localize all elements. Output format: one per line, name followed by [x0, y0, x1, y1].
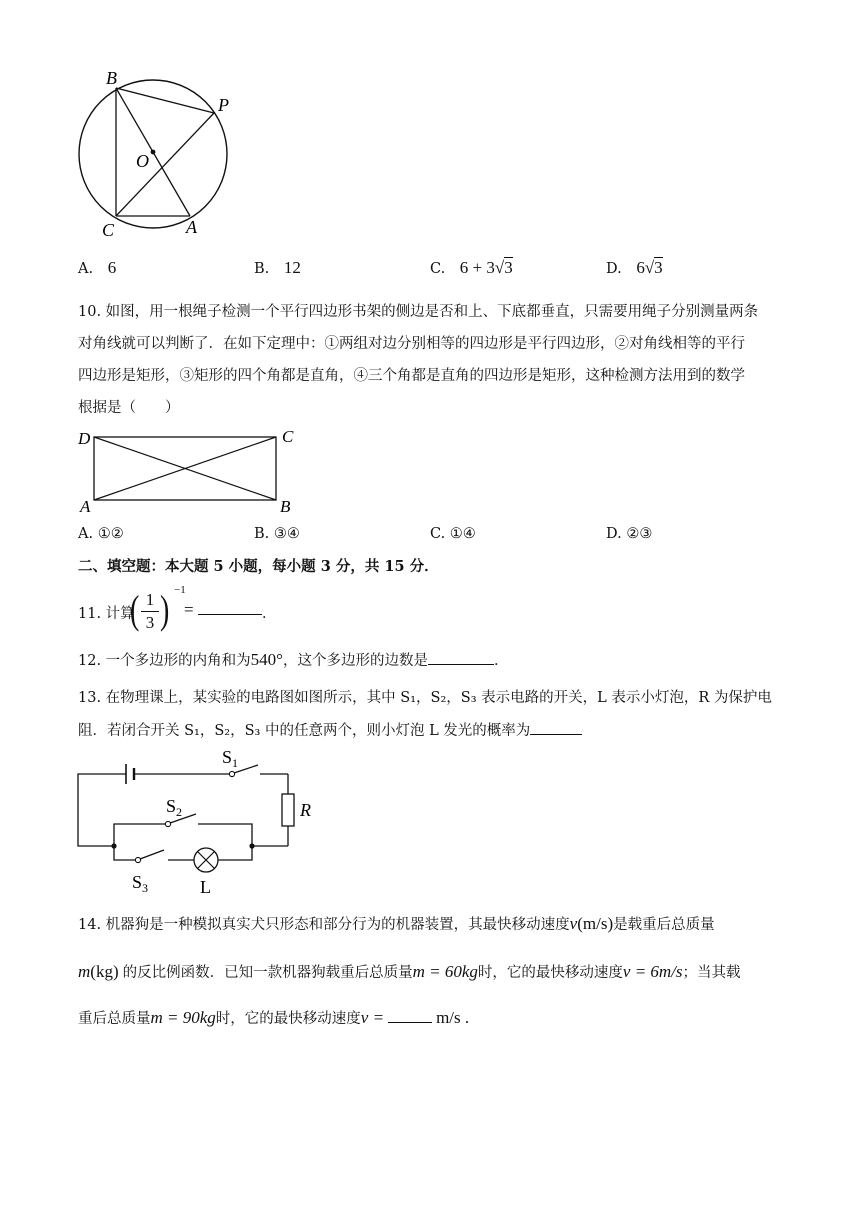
- label-b: B: [106, 68, 117, 88]
- option-value: ①④: [449, 526, 476, 542]
- junction-right: [249, 843, 254, 848]
- q14-line-2: [78, 962, 798, 983]
- option-value: ①②: [97, 526, 124, 542]
- option-value: ②③: [626, 526, 653, 542]
- junction-left: [111, 843, 116, 848]
- wire-branch-left: [114, 824, 166, 846]
- center-dot: [151, 150, 156, 155]
- symbol-m: m: [78, 962, 91, 981]
- radicand: 3: [504, 258, 513, 277]
- q13-line-1: 13. 在物理课上，某实验的电路图如图所示，其中 S₁，S₂，S₃ 表示电路的开关，L 表示小灯泡，R 为保护电: [78, 690, 772, 706]
- q9-option-b: [254, 258, 301, 278]
- q10-line-3: 四边形是矩形，③矩形的四个角都是直角，④三个角都是直角的四边形是矩形，这种检测方法用到的数学: [78, 368, 745, 384]
- eq-m90: m = 90kg: [150, 1008, 216, 1027]
- q12-suffix: ，这个多边形的边数是: [282, 653, 428, 669]
- label-o: O: [136, 151, 149, 171]
- unit-ms-end: m/s .: [436, 1008, 470, 1027]
- option-key: C.: [430, 261, 446, 277]
- q10-line-1: 10. 如图，用一根绳子检测一个平行四边形书架的侧边是否和上、下底都垂直，只需要用绳子分别测量两条: [78, 304, 759, 320]
- q12: [78, 650, 798, 671]
- q14-answer-blank[interactable]: [388, 1008, 432, 1023]
- label-c: C: [102, 220, 115, 240]
- q14-text: 是载重后总质量: [613, 917, 715, 933]
- q14-line-3: [78, 1008, 798, 1029]
- label-s1: $S_1$: [222, 747, 239, 770]
- q14-line-1: [78, 914, 798, 935]
- right-paren: ): [159, 587, 170, 632]
- unit-ms: (m/s): [577, 914, 614, 933]
- option-value: 6: [107, 258, 117, 277]
- wire-lower-right: [218, 846, 252, 860]
- label-a: A: [186, 217, 197, 237]
- q11-prefix: 11. 计算: [78, 606, 135, 622]
- switch-s2-pivot: [165, 821, 170, 826]
- q14-text: ；当其载: [682, 965, 741, 981]
- q14-text: 重后总质量: [78, 1011, 151, 1027]
- q9-option-d: [606, 258, 663, 278]
- label-c: C: [282, 427, 294, 446]
- q14-text: 时，它的最快移动速度: [215, 1011, 361, 1027]
- q10-line-2: 对角线就可以判断了．在如下定理中：①两组对边分别相等的四边形是平行四边形，②对角线相等的平行: [78, 336, 745, 352]
- unit-kg: (kg): [90, 962, 119, 981]
- option-value: 6 + 3: [459, 258, 495, 277]
- option-key: B.: [254, 261, 270, 277]
- q12-end: ．: [493, 653, 509, 669]
- q11-exponent: −1: [174, 584, 186, 596]
- label-d: D: [78, 429, 91, 448]
- switch-s1-pivot: [229, 771, 234, 776]
- label-p: P: [218, 95, 229, 115]
- option-key: A.: [78, 261, 94, 277]
- q11: [78, 584, 478, 640]
- segment-cp: [116, 113, 214, 216]
- eq-v: v =: [360, 1008, 385, 1027]
- label-a: A: [80, 497, 91, 516]
- option-key: A.: [78, 526, 94, 542]
- q13-circuit-figure: [70, 742, 330, 897]
- radical-sign: √: [644, 258, 655, 277]
- eq-m60: m = 60kg: [412, 962, 478, 981]
- label-s3: $S_3$: [132, 872, 149, 895]
- q13-answer-blank[interactable]: [530, 720, 582, 735]
- label-s2: $S_2$: [166, 796, 183, 819]
- wire-outer-left: [78, 774, 126, 846]
- option-value: 12: [283, 258, 301, 277]
- label-r: R: [300, 800, 311, 820]
- q14-text: 时，它的最快移动速度: [477, 965, 623, 981]
- radical-sign: √: [494, 258, 505, 277]
- q13-line-2: [78, 720, 798, 741]
- q13-line-2-text: 阻．若闭合开关 S₁，S₂，S₃ 中的任意两个，则小灯泡 L 发光的概率为: [78, 723, 531, 739]
- option-key: C.: [430, 526, 446, 542]
- label-b: B: [280, 497, 291, 516]
- option-value: 6: [636, 258, 645, 277]
- q10-option-a: [78, 526, 124, 542]
- q9-option-a: [78, 258, 116, 278]
- q12-angle-value: 540°: [250, 650, 283, 669]
- q9-circle-figure: [70, 68, 240, 240]
- left-paren: (: [129, 587, 140, 632]
- q10-option-d: [606, 526, 652, 542]
- section-2-title: 二、填空题：本大题 5 小题，每小题 3 分，共 15 分．: [78, 558, 439, 575]
- option-key: D.: [606, 261, 622, 277]
- q10-option-c: [430, 526, 476, 542]
- option-value: ③④: [273, 526, 300, 542]
- fraction-bar: [141, 611, 159, 612]
- q11-answer-blank[interactable]: [198, 600, 262, 615]
- q11-equals: =: [184, 600, 194, 619]
- segment-bp: [116, 88, 214, 113]
- q10-rectangle-figure: [74, 424, 304, 516]
- q14-text: 14. 机器狗是一种模拟真实犬只形态和部分行为的机器装置，其最快移动速度: [78, 917, 570, 933]
- switch-s3-arm: [140, 850, 164, 859]
- label-l: L: [200, 877, 211, 897]
- q9-option-c: [430, 258, 513, 278]
- q11-numerator: 1: [145, 590, 155, 609]
- q11-denominator: 3: [145, 613, 155, 632]
- option-key: D.: [606, 526, 622, 542]
- q10-line-4: 根据是（ ）: [78, 400, 180, 416]
- switch-s3-pivot: [135, 857, 140, 862]
- eq-v6: v = 6m/s: [622, 962, 683, 981]
- resistor-r: [282, 794, 294, 826]
- radicand: 3: [654, 258, 663, 277]
- wire-lower-left: [114, 846, 136, 860]
- q12-answer-blank[interactable]: [428, 650, 494, 665]
- q11-end: ．: [262, 606, 277, 622]
- q10-option-b: [254, 526, 300, 542]
- option-key: B.: [254, 526, 270, 542]
- symbol-v: v: [569, 914, 578, 933]
- q12-prefix: 12. 一个多边形的内角和为: [78, 653, 251, 669]
- wire-branch-right: [198, 824, 252, 846]
- q14-text: 的反比例函数．已知一款机器狗载重后总质量: [122, 965, 413, 981]
